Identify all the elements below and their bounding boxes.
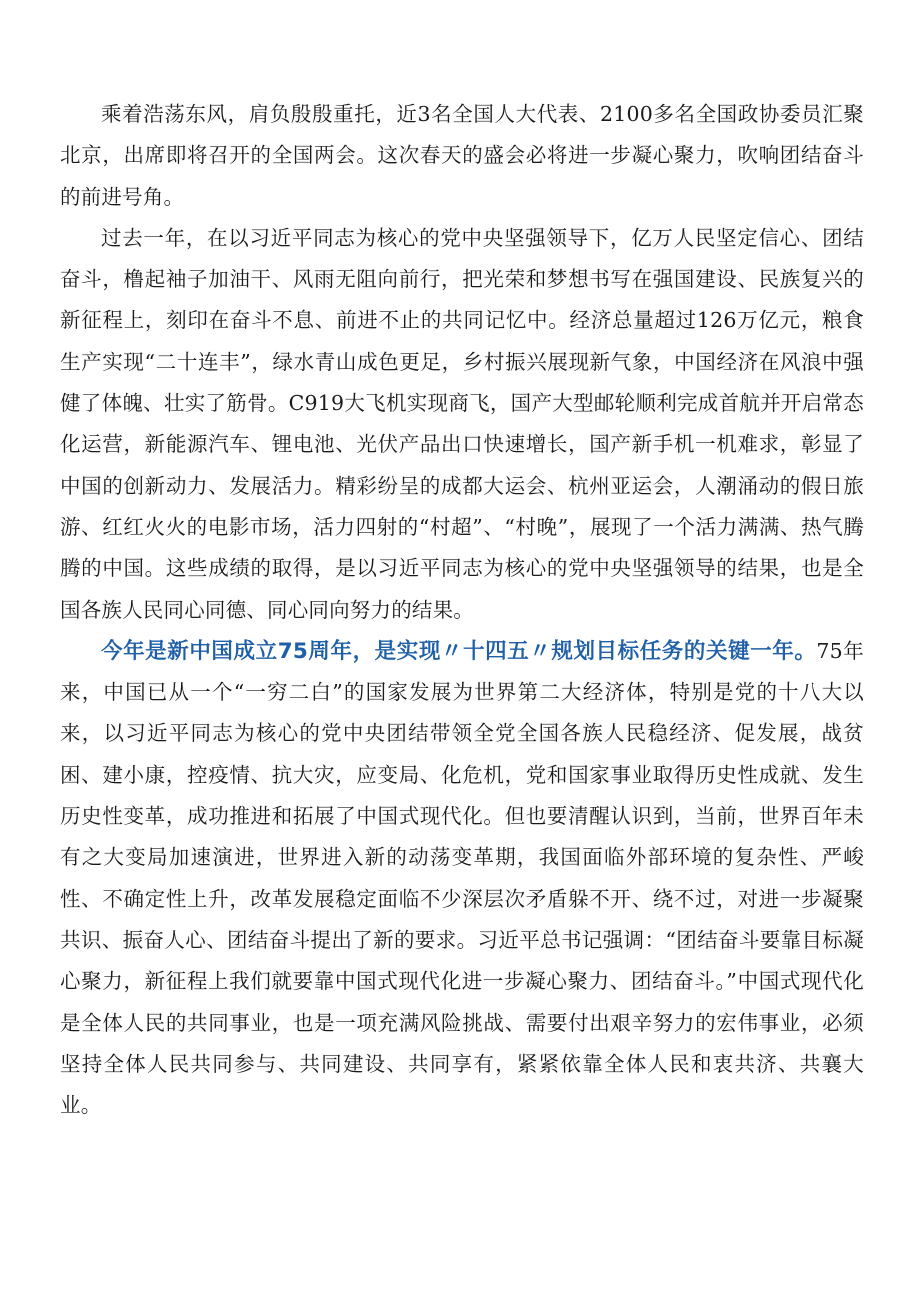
article-body <box>60 94 864 1126</box>
paragraph-3-heading: 今年是新中国成立75周年，是实现〃十四五〃规划目标任务的关键一年。 <box>101 638 817 664</box>
paragraph-2-text: 过去一年，在以习近平同志为核心的党中央坚强领导下，亿万人民坚定信心、团结奋斗，橹起袖子加油干、风雨无阻向前行，把光荣和梦想书写在强国建设、民族复兴的新征程上，刻印在奋斗不息、前进不止的共同记忆中。经济总量超过126万亿元，粮食生产实现“二十连丰”，绿水青山成色更足，乡村振兴展现新气象，中国经济在风浪中强健了体魄、壮实了筋骨。C919大飞机实现商飞，国产大型邮轮顺利完成首航并开启常态化运营，新能源汽车、锂电池、光伏产品出口快速增长，国产新手机一机难求，彰显了中国的创新动力、发展活力。精彩纷呈的成都大运会、杭州亚运会，人潮涌动的假日旅游、红红火火的电影市场，活力四射的“村超”、“村晚”，展现了一个活力满满、热气腾腾的中国。这些成绩的取得，是以习近平同志为核心的党中央坚强领导的结果，也是全国各族人民同心同德、同心同向努力的结果。 <box>60 225 864 622</box>
paragraph-2 <box>60 218 864 631</box>
paragraph-3-text: 75年来，中国已从一个“一穷二白”的国家发展为世界第二大经济体，特别是党的十八大以来，以习近平同志为核心的党中央团结带领全党全国各族人民稳经济、促发展，战贫困、建小康，控疫情、抗大灾，应变局、化危机，党和国家事业取得历史性成就、发生历史性变革，成功推进和拓展了中国式现代化。但也要清醒认识到，当前，世界百年未有之大变局加速演进，世界进入新的动荡变革期，我国面临外部环境的复杂性、严峻性、不确定性上升，改革发展稳定面临不少深层次矛盾躲不开、绕不过，对进一步凝聚共识、振奋人心、团结奋斗提出了新的要求。习近平总书记强调：“团结奋斗要靠目标凝心聚力，新征程上我们就要靠中国式现代化进一步凝心聚力、团结奋斗。”中国式现代化是全体人民的共同事业，也是一项充满风险挑战、需要付出艰辛努力的宏伟事业，必须坚持全体人民共同参与、共同建设、共同享有，紧紧依靠全体人民和衷共济、共襄大业。 <box>60 638 864 1118</box>
paragraph-3 <box>60 631 864 1127</box>
paragraph-1 <box>60 94 864 218</box>
paragraph-1-text: 乘着浩荡东风，肩负殷殷重托，近3名全国人大代表、2100多名全国政协委员汇聚北京，出席即将召开的全国两会。这次春天的盛会必将进一步凝心聚力，吹响团结奋斗的前进号角。 <box>60 102 864 209</box>
